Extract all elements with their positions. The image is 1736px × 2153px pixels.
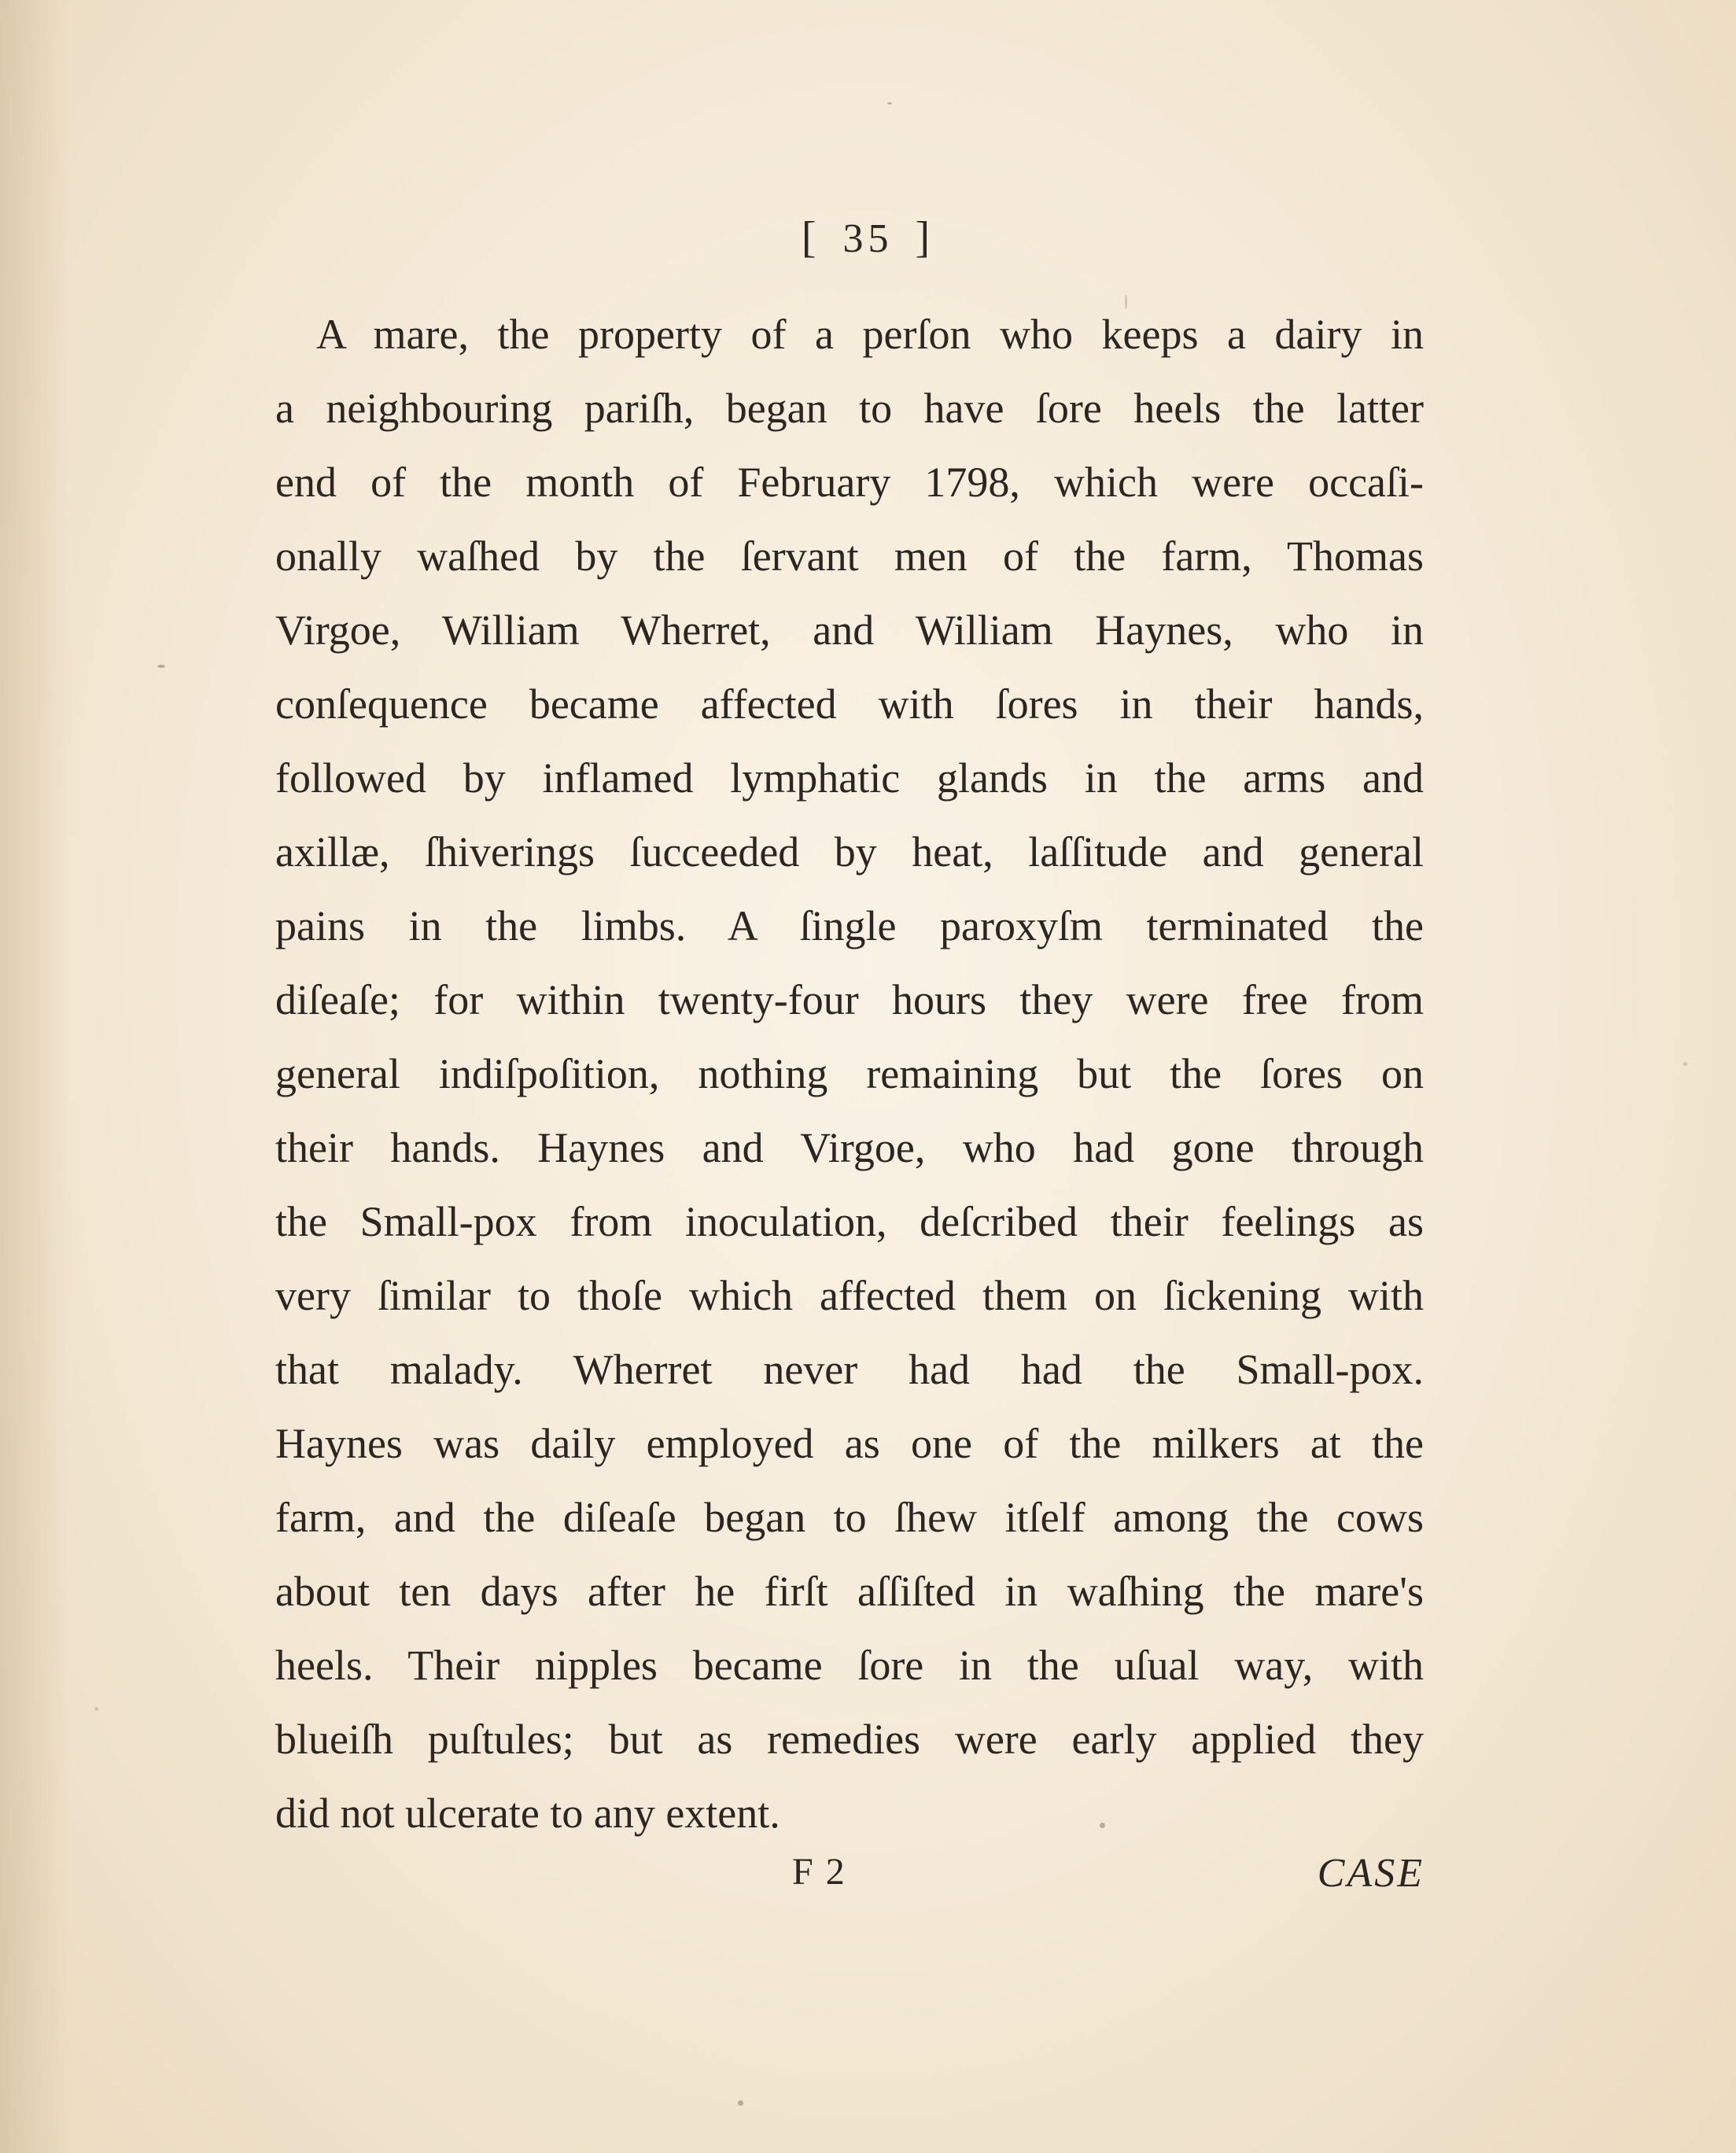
text-line: axillæ, ſhiverings ſucceeded by heat, laſſitude and general — [275, 828, 1424, 876]
text-line: their hands. Haynes and Virgoe, who had gone through — [275, 1124, 1424, 1171]
paper-speck — [887, 102, 892, 105]
text-line: pains in the limbs. A ſingle paroxyſm terminated the — [275, 902, 1424, 949]
paper-speck — [94, 1707, 98, 1711]
body-text — [275, 297, 1424, 1850]
paper-speck — [738, 2100, 743, 2106]
text-line: conſequence became affected with ſores in their hands, — [275, 680, 1424, 728]
text-line: heels. Their nipples became ſore in the uſual way, with — [275, 1642, 1424, 1689]
paper-speck — [1100, 1823, 1105, 1828]
text-line: Virgoe, William Wherret, and William Haynes, who in — [275, 606, 1424, 654]
paper-speck — [157, 665, 165, 668]
paper-speck — [1683, 1062, 1687, 1066]
text-line: A mare, the property of a perſon who keeps a dairy in — [316, 311, 1424, 358]
page-number: 35 — [842, 216, 894, 261]
page-edge-shadow — [0, 0, 71, 2153]
text-line: end of the month of February 1798, which were occaſi- — [275, 459, 1424, 506]
text-line: general indiſpoſition, nothing remaining but the ſores on — [275, 1050, 1424, 1097]
signature-mark: F 2 — [792, 1851, 846, 1893]
text-line: farm, and the diſeaſe began to ſhew itſelf among the cows — [275, 1494, 1424, 1541]
bracket-open: [ — [801, 213, 821, 262]
text-line: that malady. Wherret never had had the Small-pox. — [275, 1346, 1424, 1393]
paper-speck — [1125, 295, 1127, 309]
page-number-header — [0, 212, 1736, 263]
text-line: the Small-pox from inoculation, deſcribed their feelings as — [275, 1198, 1424, 1245]
text-line: followed by inflamed lymphatic glands in the arms and — [275, 754, 1424, 802]
catchword: CASE — [1317, 1851, 1425, 1896]
text-line: blueiſh puſtules; but as remedies were early applied they — [275, 1716, 1424, 1763]
text-line: a neighbouring pariſh, began to have ſore heels the latter — [275, 385, 1424, 432]
text-line: very ſimilar to thoſe which affected them on ſickening with — [275, 1272, 1424, 1319]
bracket-close: ] — [915, 213, 935, 262]
text-line: onally waſhed by the ſervant men of the farm, Thomas — [275, 533, 1424, 580]
text-line: Haynes was daily employed as one of the milkers at the — [275, 1420, 1424, 1467]
text-line: about ten days after he firſt aſſiſted in waſhing the mare's — [275, 1568, 1424, 1615]
text-line: did not ulcerate to any extent. — [275, 1790, 780, 1837]
text-line: diſeaſe; for within twenty-four hours they were free from — [275, 976, 1424, 1023]
